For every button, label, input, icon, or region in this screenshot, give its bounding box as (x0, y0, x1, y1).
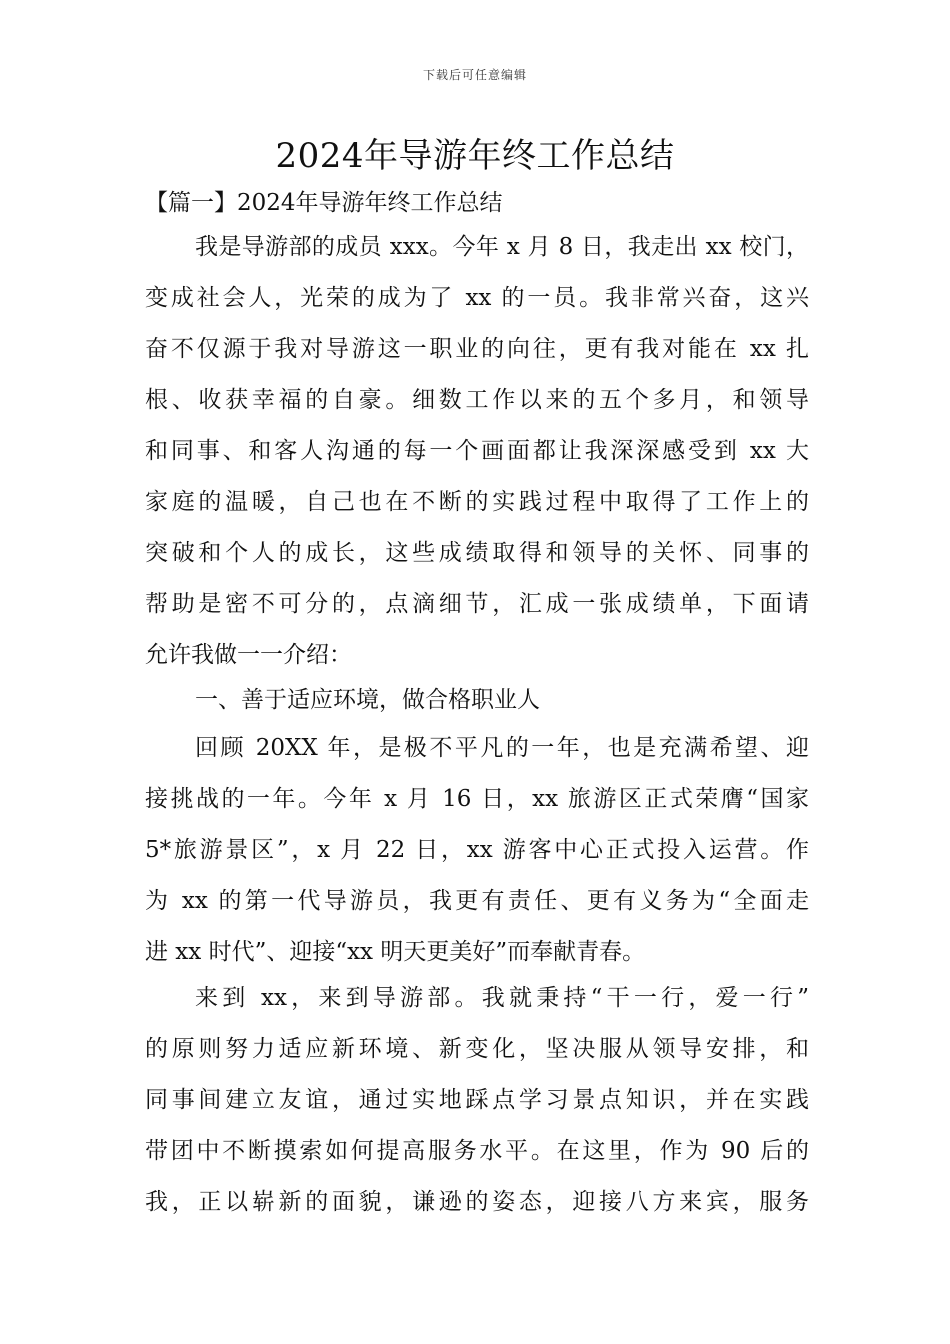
text-line: 同事间建立友谊，通过实地踩点学习景点知识，并在实践 (145, 1087, 809, 1113)
text-line: 我，正以崭新的面貌，谦逊的姿态，迎接八方来宾，服务 (145, 1189, 809, 1215)
section-label: 【篇一】2024年导游年终工作总结 (145, 190, 503, 216)
subheading-text: 一、善于适应环境，做合格职业人 (195, 687, 540, 713)
text-line: 帮助是密不可分的，点滴细节，汇成一张成绩单，下面请 (145, 591, 809, 617)
paragraph-arrival (145, 973, 809, 1228)
text-line: 根、收获幸福的自豪。细数工作以来的五个多月，和领导 (145, 387, 809, 413)
text-line: 奋不仅源于我对导游这一职业的向往，更有我对能在 xx 扎 (145, 336, 809, 362)
text-line: 突破和个人的成长，这些成绩取得和领导的关怀、同事的 (145, 540, 809, 566)
text-line: 回顾 20XX 年，是极不平凡的一年，也是充满希望、迎 (195, 735, 809, 761)
text-line: 接挑战的一年。今年 x 月 16 日，xx 旅游区正式荣膺“国家 (145, 786, 809, 812)
paragraph-intro (145, 222, 809, 681)
text-line: 的原则努力适应新环境、新变化，坚决服从领导安排，和 (145, 1036, 809, 1062)
text-line: 为 xx 的第一代导游员，我更有责任、更有义务为“全面走 (145, 888, 809, 914)
text-line: 允许我做一一介绍： (145, 642, 352, 668)
text-line: 5*旅游景区”，x 月 22 日，xx 游客中心正式投入运营。作 (145, 837, 809, 863)
text-line: 我是导游部的成员 xxx。今年 x 月 8 日，我走出 xx 校门， (195, 234, 809, 260)
text-line: 来到 xx，来到导游部。我就秉持“干一行，爱一行” (195, 985, 809, 1011)
text-line: 和同事、和客人沟通的每一个画面都让我深深感受到 xx 大 (145, 438, 809, 464)
text-line: 进 xx 时代”、迎接“xx 明天更美好”而奉献青春。 (145, 939, 646, 965)
text-line: 带团中不断摸索如何提高服务水平。在这里，作为 90 后的 (145, 1138, 809, 1164)
document-title: 2024年导游年终工作总结 (275, 136, 675, 176)
subheading-adapt-environment (145, 675, 809, 726)
text-line: 变成社会人，光荣的成为了 xx 的一员。我非常兴奋，这兴 (145, 285, 809, 311)
header-note: 下载后可任意编辑 (422, 68, 527, 82)
paragraph-review (145, 723, 809, 978)
text-line: 家庭的温暖，自己也在不断的实践过程中取得了工作上的 (145, 489, 809, 515)
